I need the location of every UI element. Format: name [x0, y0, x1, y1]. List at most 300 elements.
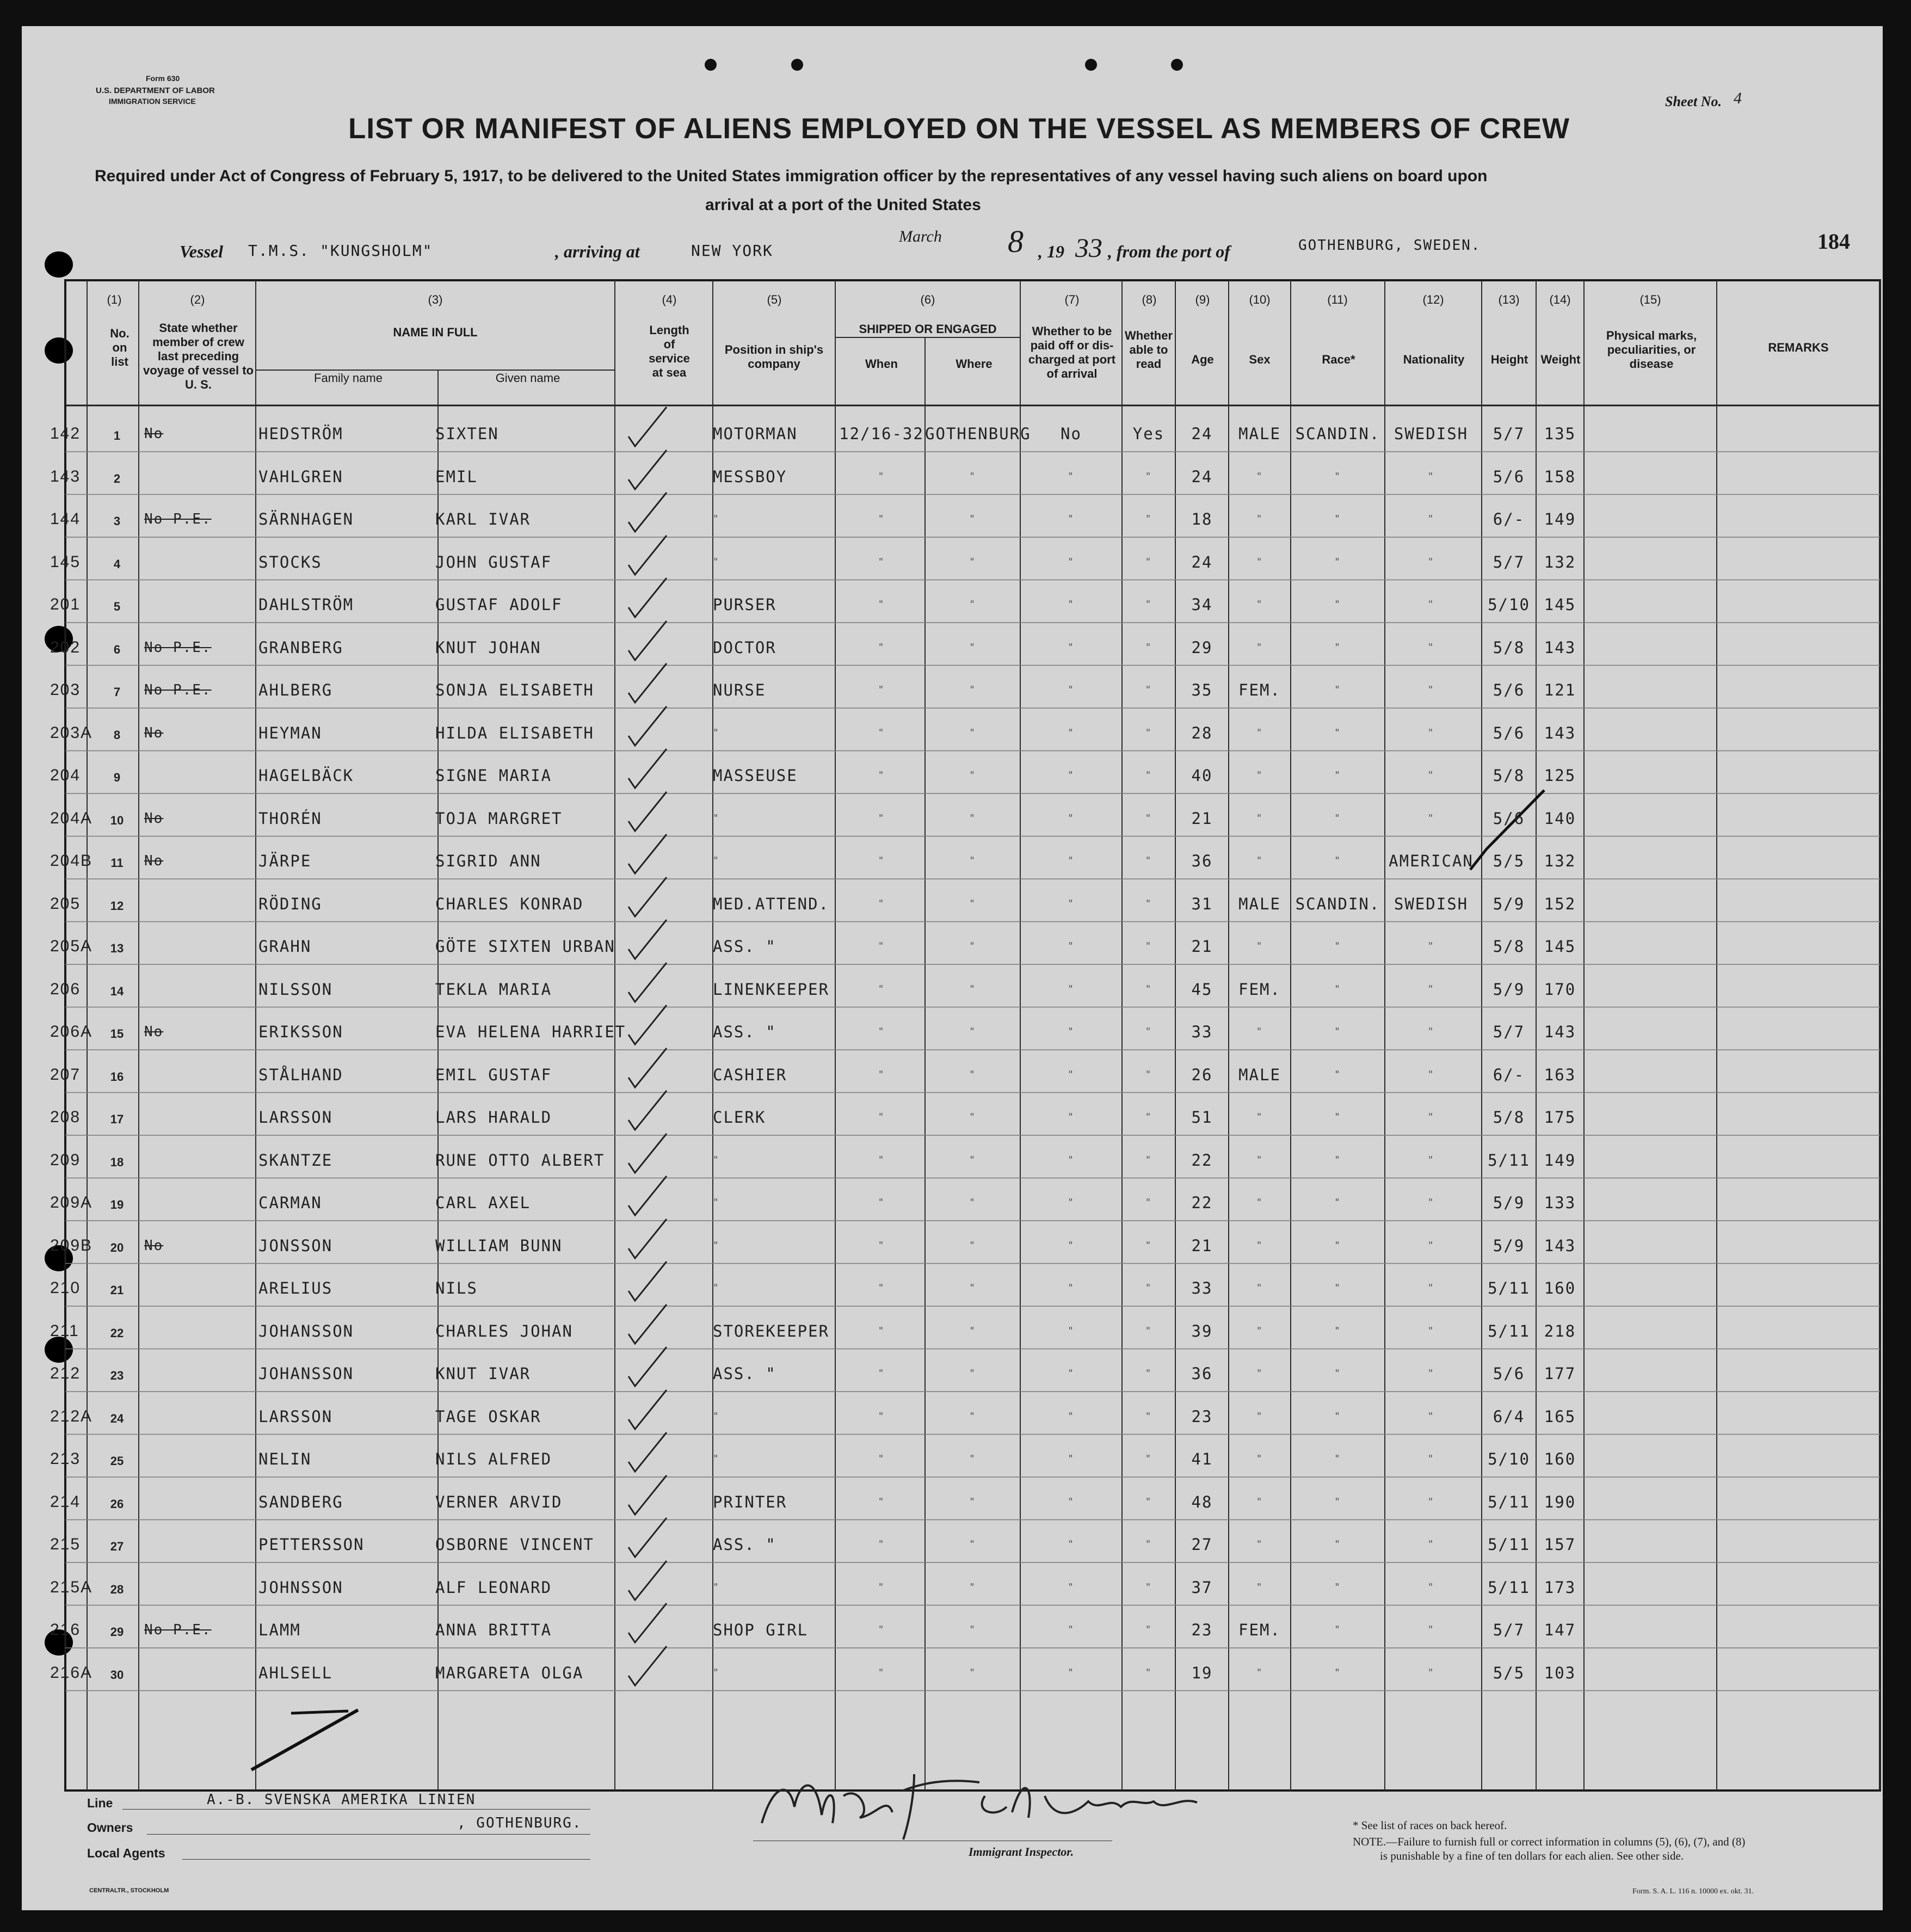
when-cell: " [878, 1026, 885, 1037]
when-cell: " [878, 1410, 885, 1422]
given-cell: SIGRID ANN [435, 852, 541, 870]
paid-cell: " [1068, 1624, 1075, 1635]
where-cell: " [969, 1666, 976, 1678]
read-cell: " [1145, 983, 1152, 995]
service-check-mark [623, 1129, 672, 1178]
state-cell: No P.E. [144, 511, 212, 527]
age-cell: 45 [1191, 980, 1213, 999]
age-cell: 21 [1191, 1236, 1213, 1255]
col-num-10: (10) [1249, 293, 1271, 306]
line-value: A.-B. SVENSKA AMERIKA LINIEN [207, 1792, 476, 1808]
margin-number: 212A [50, 1407, 93, 1425]
position-cell: " [713, 513, 720, 525]
race-cell: " [1334, 1282, 1341, 1294]
family-cell: SKANTZE [258, 1150, 333, 1170]
no-cell: 11 [110, 856, 124, 870]
read-cell: " [1145, 1368, 1152, 1379]
family-cell: JOHANSSON [258, 1364, 354, 1383]
given-cell: RUNE OTTO ALBERT [435, 1150, 605, 1170]
owners-value: , GOTHENBURG. [457, 1815, 582, 1831]
read-cell: " [1145, 513, 1152, 525]
read-cell: " [1145, 1666, 1152, 1678]
read-cell: " [1145, 1410, 1152, 1422]
state-cell: No [144, 724, 164, 741]
height-cell: 5/9 [1493, 894, 1525, 913]
age-cell: 21 [1191, 809, 1213, 828]
height-cell: 5/9 [1493, 1193, 1525, 1212]
state-cell: No [144, 426, 164, 442]
family-cell: JONSSON [258, 1236, 333, 1255]
nationality-cell: " [1427, 1325, 1435, 1337]
race-cell: " [1334, 1539, 1341, 1550]
family-cell: JÄRPE [258, 852, 312, 870]
margin-number: 145 [50, 552, 81, 571]
sex-cell: " [1256, 1111, 1263, 1123]
no-cell: 29 [110, 1625, 124, 1639]
col-physical: Physical marks, peculiarities, or disease [1606, 329, 1697, 371]
where-cell: " [969, 1111, 976, 1123]
age-cell: 23 [1191, 1621, 1213, 1639]
age-cell: 19 [1191, 1663, 1213, 1682]
sex-cell: " [1256, 1239, 1263, 1251]
weight-cell: 145 [1544, 937, 1576, 956]
position-cell: " [713, 855, 720, 866]
service-check-mark [623, 446, 672, 495]
race-cell: " [1334, 1026, 1341, 1037]
margin-number: 202 [50, 638, 81, 656]
family-cell: ARELIUS [258, 1279, 333, 1297]
where-cell: " [969, 1368, 976, 1379]
margin-number: 211 [50, 1321, 79, 1340]
read-cell: " [1145, 812, 1152, 824]
nationality-cell: " [1427, 513, 1435, 525]
height-cell: 5/10 [1488, 595, 1530, 614]
where-cell: " [969, 1581, 976, 1593]
no-cell: 24 [110, 1411, 124, 1425]
weight-cell: 190 [1544, 1492, 1576, 1511]
sex-cell: " [1256, 770, 1263, 781]
paid-cell: " [1068, 599, 1075, 610]
race-cell: " [1334, 1368, 1341, 1379]
sex-cell: MALE [1238, 894, 1281, 913]
col-num-11: (11) [1327, 293, 1348, 306]
col-length-service: Length of service at sea [649, 323, 690, 379]
read-cell: Yes [1132, 424, 1165, 443]
height-cell: 6/4 [1493, 1407, 1525, 1426]
nationality-cell: " [1427, 1111, 1435, 1123]
age-cell: 48 [1191, 1492, 1213, 1511]
col-remarks: REMARKS [1768, 341, 1829, 354]
given-cell: GÖTE SIXTEN URBAN [435, 937, 615, 956]
margin-number: 209A [50, 1193, 93, 1211]
when-cell: " [878, 599, 885, 610]
margin-number: 207 [50, 1065, 81, 1084]
paid-cell: " [1068, 1453, 1075, 1465]
service-check-mark [623, 1086, 672, 1135]
when-cell: " [878, 770, 885, 781]
family-cell: HEYMAN [258, 723, 322, 742]
height-cell: 5/6 [1493, 1364, 1525, 1383]
given-cell: MARGARETA OLGA [435, 1663, 584, 1682]
paid-cell: " [1068, 1026, 1075, 1037]
age-cell: 26 [1191, 1065, 1213, 1084]
margin-number: 206A [50, 1023, 93, 1041]
service-name: IMMIGRATION SERVICE [109, 97, 196, 106]
form-footer-code: Form. S. A. L. 116 n. 10000 ex. okt. 31. [1632, 1887, 1754, 1896]
no-cell: 25 [110, 1454, 124, 1468]
where-cell: " [969, 1282, 976, 1294]
race-cell: " [1334, 1154, 1341, 1166]
when-cell: " [878, 513, 885, 525]
where-cell: " [969, 641, 976, 653]
position-cell: MOTORMAN [713, 424, 798, 443]
paid-cell: " [1068, 897, 1075, 909]
state-cell: No [144, 810, 164, 827]
family-cell: THORÉN [258, 809, 322, 828]
age-cell: 24 [1191, 424, 1213, 443]
race-cell: " [1334, 855, 1341, 866]
read-cell: " [1145, 599, 1152, 610]
col-shipped: SHIPPED OR ENGAGED [859, 322, 997, 336]
margin-number: 210 [50, 1279, 81, 1297]
given-cell: ALF LEONARD [435, 1578, 552, 1597]
margin-number: 213 [50, 1450, 81, 1468]
when-cell: " [878, 1111, 885, 1123]
arrival-year: 33 [1075, 232, 1102, 263]
height-cell: 5/6 [1493, 809, 1525, 828]
paid-cell: " [1068, 1539, 1075, 1550]
sex-cell: " [1256, 855, 1263, 866]
weight-cell: 157 [1544, 1535, 1576, 1554]
service-check-mark [623, 659, 672, 708]
sex-cell: FEM. [1238, 1621, 1281, 1639]
service-check-mark [623, 1428, 672, 1477]
nationality-cell: " [1427, 1496, 1435, 1508]
subtitle-line2: arrival at a port of the United States [705, 196, 981, 214]
weight-cell: 149 [1544, 1150, 1576, 1170]
weight-cell: 218 [1544, 1321, 1576, 1340]
when-cell: " [878, 684, 885, 696]
race-cell: " [1334, 1325, 1341, 1337]
paid-cell: " [1068, 1496, 1075, 1508]
given-cell: SONJA ELISABETH [435, 681, 594, 699]
height-cell: 5/5 [1493, 852, 1525, 870]
when-cell: " [878, 1496, 885, 1508]
no-cell: 6 [113, 642, 121, 656]
when-cell: " [878, 1539, 885, 1550]
weight-cell: 160 [1544, 1450, 1576, 1468]
paid-cell: " [1068, 1111, 1075, 1123]
height-cell: 5/11 [1488, 1321, 1530, 1340]
race-cell: " [1334, 513, 1341, 525]
race-cell: " [1334, 812, 1341, 824]
margin-number: 209B [50, 1236, 93, 1254]
sex-cell: " [1256, 1368, 1263, 1379]
where-cell: " [969, 812, 976, 824]
nationality-cell: " [1427, 727, 1435, 739]
position-cell: " [713, 727, 720, 739]
where-cell: " [969, 940, 976, 952]
agents-rule [182, 1859, 590, 1860]
no-cell: 30 [110, 1668, 124, 1682]
service-check-mark [623, 1556, 672, 1605]
given-cell: KNUT JOHAN [435, 638, 541, 657]
age-cell: 39 [1191, 1321, 1213, 1340]
nationality-cell: " [1427, 684, 1435, 696]
family-cell: AHLBERG [258, 681, 333, 699]
no-cell: 26 [110, 1497, 124, 1511]
position-cell: SHOP GIRL [713, 1621, 809, 1639]
nationality-cell: " [1427, 1581, 1435, 1593]
service-check-mark [623, 1386, 672, 1435]
paid-cell: " [1068, 1154, 1075, 1166]
family-cell: VAHLGREN [258, 467, 343, 486]
when-cell: " [878, 1239, 885, 1251]
weight-cell: 140 [1544, 809, 1576, 828]
race-cell: " [1334, 1111, 1341, 1123]
race-cell: " [1334, 727, 1341, 739]
given-cell: HILDA ELISABETH [435, 723, 594, 742]
weight-cell: 125 [1544, 766, 1576, 785]
col-name-in-full: NAME IN FULL [393, 325, 478, 339]
service-check-mark [623, 574, 672, 623]
margin-number: 204 [50, 766, 81, 784]
paid-cell: " [1068, 1282, 1075, 1294]
height-cell: 6/- [1493, 510, 1525, 528]
col-num-7: (7) [1064, 293, 1080, 306]
sex-cell: " [1256, 641, 1263, 653]
given-cell: VERNER ARVID [435, 1492, 563, 1511]
margin-number: 205 [50, 894, 81, 913]
sex-cell: " [1256, 1026, 1263, 1037]
given-cell: OSBORNE VINCENT [435, 1535, 594, 1554]
when-cell: " [878, 727, 885, 739]
family-cell: PETTERSSON [258, 1535, 365, 1554]
when-cell: " [878, 1581, 885, 1593]
where-cell: " [969, 1197, 976, 1208]
paid-cell: No [1061, 424, 1082, 443]
sex-cell: " [1256, 513, 1263, 525]
col-able-read: Whether able to read [1125, 329, 1173, 371]
paid-cell: " [1068, 940, 1075, 952]
given-cell: WILLIAM BUNN [435, 1236, 563, 1255]
no-cell: 20 [110, 1240, 124, 1254]
given-cell: CARL AXEL [435, 1193, 531, 1212]
line-rule [122, 1809, 590, 1810]
race-cell: " [1334, 1666, 1341, 1678]
where-cell: " [969, 1026, 976, 1037]
weight-cell: 170 [1544, 980, 1576, 999]
nationality-cell: " [1427, 1624, 1435, 1635]
col-where: Where [956, 357, 993, 371]
position-cell: ASS. " [713, 937, 776, 956]
family-cell: LARSSON [258, 1407, 333, 1426]
col-race: Race* [1322, 353, 1355, 366]
sex-cell: " [1256, 1539, 1263, 1550]
race-cell: SCANDIN. [1295, 894, 1380, 913]
age-cell: 40 [1191, 766, 1213, 785]
state-cell: No P.E. [144, 682, 212, 698]
height-cell: 5/11 [1488, 1279, 1530, 1297]
height-cell: 5/11 [1488, 1150, 1530, 1170]
when-cell: " [878, 1666, 885, 1678]
sex-cell: " [1256, 1154, 1263, 1166]
sex-cell: MALE [1238, 424, 1281, 443]
position-cell: STOREKEEPER [713, 1321, 830, 1340]
sheet-label: Sheet No. [1665, 94, 1722, 109]
col-weight: Weight [1540, 353, 1581, 366]
family-cell: GRAHN [258, 937, 312, 956]
col-nationality: Nationality [1403, 353, 1465, 366]
height-cell: 5/11 [1488, 1535, 1530, 1554]
sex-cell: " [1256, 1496, 1263, 1508]
no-cell: 10 [110, 813, 124, 827]
race-cell: " [1334, 470, 1341, 482]
col-family-name: Family name [314, 371, 383, 385]
family-cell: SÄRNHAGEN [258, 510, 354, 528]
service-check-mark [623, 531, 672, 580]
service-check-mark [623, 1001, 672, 1050]
margin-number: 143 [50, 467, 81, 485]
no-cell: 18 [110, 1155, 124, 1169]
state-cell: No [144, 1237, 164, 1254]
inspector-label: Immigrant Inspector. [969, 1845, 1074, 1859]
position-cell: MASSEUSE [713, 766, 798, 785]
sex-cell: " [1256, 940, 1263, 952]
where-cell: " [969, 1410, 976, 1422]
race-cell: " [1334, 1624, 1341, 1635]
age-cell: 21 [1191, 937, 1213, 956]
nationality-cell: " [1427, 1666, 1435, 1678]
sex-cell: " [1256, 470, 1263, 482]
position-cell: ASS. " [713, 1364, 776, 1383]
family-cell: NELIN [258, 1450, 312, 1468]
nationality-cell: " [1427, 770, 1435, 781]
given-cell: TOJA MARGRET [435, 809, 563, 828]
weight-cell: 165 [1544, 1407, 1576, 1426]
service-check-mark [623, 403, 672, 452]
service-check-mark [623, 617, 672, 666]
family-cell: JOHNSSON [258, 1578, 343, 1597]
col-num-1: (1) [107, 293, 122, 306]
where-cell: " [969, 599, 976, 610]
sex-cell: " [1256, 1453, 1263, 1465]
margin-number: 203 [50, 681, 81, 699]
where-cell: " [969, 1239, 976, 1251]
arrival-day: 8 [1008, 224, 1024, 259]
no-cell: 23 [110, 1369, 124, 1382]
given-cell: EVA HELENA HARRIET [435, 1023, 626, 1041]
when-cell: " [878, 470, 885, 482]
col-num-8: (8) [1142, 293, 1157, 306]
nationality-cell: " [1427, 1539, 1435, 1550]
paid-cell: " [1068, 470, 1075, 482]
line-label: Line [87, 1796, 113, 1810]
given-cell: SIXTEN [435, 424, 499, 443]
when-cell: " [878, 641, 885, 653]
where-cell: " [969, 1539, 976, 1550]
nationality-cell: " [1427, 556, 1435, 568]
fine-note: NOTE.—Failure to furnish full or correct information in columns (5), (6), (7), and (8) [1353, 1835, 1746, 1848]
paid-cell: " [1068, 1239, 1075, 1251]
age-cell: 29 [1191, 638, 1213, 657]
age-cell: 23 [1191, 1407, 1213, 1426]
printer-imprint: CENTRALTR., STOCKHOLM [89, 1887, 169, 1894]
margin-number: 205A [50, 937, 93, 955]
sex-cell: " [1256, 599, 1263, 610]
col-paid-off: Whether to be paid off or dis-charged at port of arrival [1028, 324, 1116, 380]
nationality-cell: " [1427, 641, 1435, 653]
family-cell: HEDSTRÖM [258, 424, 343, 443]
position-cell: CASHIER [713, 1065, 787, 1084]
service-check-mark [623, 488, 672, 537]
margin-number: 204B [50, 852, 93, 870]
read-cell: " [1145, 641, 1152, 653]
position-cell: PRINTER [713, 1492, 787, 1511]
family-cell: RÖDING [258, 894, 322, 913]
weight-cell: 149 [1544, 510, 1576, 528]
height-cell: 5/10 [1488, 1450, 1530, 1468]
nationality-cell: " [1427, 1154, 1435, 1166]
service-check-mark [623, 787, 672, 836]
read-cell: " [1145, 1026, 1152, 1037]
height-cell: 5/11 [1488, 1492, 1530, 1511]
weight-cell: 160 [1544, 1279, 1576, 1297]
family-cell: AHLSELL [258, 1663, 333, 1682]
nationality-cell: " [1427, 1453, 1435, 1465]
weight-cell: 177 [1544, 1364, 1576, 1383]
family-cell: GRANBERG [258, 638, 343, 657]
service-check-mark [623, 830, 672, 879]
given-cell: EMIL [435, 467, 478, 486]
sex-cell: " [1256, 556, 1263, 568]
where-cell: " [969, 855, 976, 866]
service-check-mark [623, 1300, 672, 1349]
read-cell: " [1145, 556, 1152, 568]
position-cell: " [713, 1239, 720, 1251]
margin-number: 201 [50, 595, 81, 613]
where-cell: GOTHENBURG [925, 424, 1031, 443]
given-cell: EMIL GUSTAF [435, 1065, 552, 1084]
col-num-15: (15) [1639, 293, 1661, 306]
race-cell: SCANDIN. [1295, 424, 1380, 443]
col-num-3: (3) [428, 293, 443, 306]
nationality-cell: " [1427, 940, 1435, 952]
service-check-mark [623, 1343, 672, 1392]
position-cell: NURSE [713, 681, 766, 699]
height-cell: 5/7 [1493, 424, 1525, 443]
age-cell: 37 [1191, 1578, 1213, 1597]
race-cell: " [1334, 556, 1341, 568]
read-cell: " [1145, 1111, 1152, 1123]
when-cell: " [878, 1282, 885, 1294]
weight-cell: 143 [1544, 1023, 1576, 1041]
service-check-mark [623, 873, 672, 922]
service-check-mark [623, 1215, 672, 1264]
position-cell: ASS. " [713, 1023, 776, 1041]
read-cell: " [1145, 770, 1152, 781]
age-cell: 36 [1191, 1364, 1213, 1383]
year-prefix: , 19 [1038, 242, 1064, 261]
height-cell: 5/6 [1493, 723, 1525, 742]
height-cell: 5/8 [1493, 1108, 1525, 1127]
weight-cell: 133 [1544, 1193, 1576, 1212]
sex-cell: " [1256, 1666, 1263, 1678]
weight-cell: 158 [1544, 467, 1576, 486]
position-cell: ASS. " [713, 1535, 776, 1554]
height-cell: 5/8 [1493, 766, 1525, 785]
service-check-mark [623, 1642, 672, 1691]
